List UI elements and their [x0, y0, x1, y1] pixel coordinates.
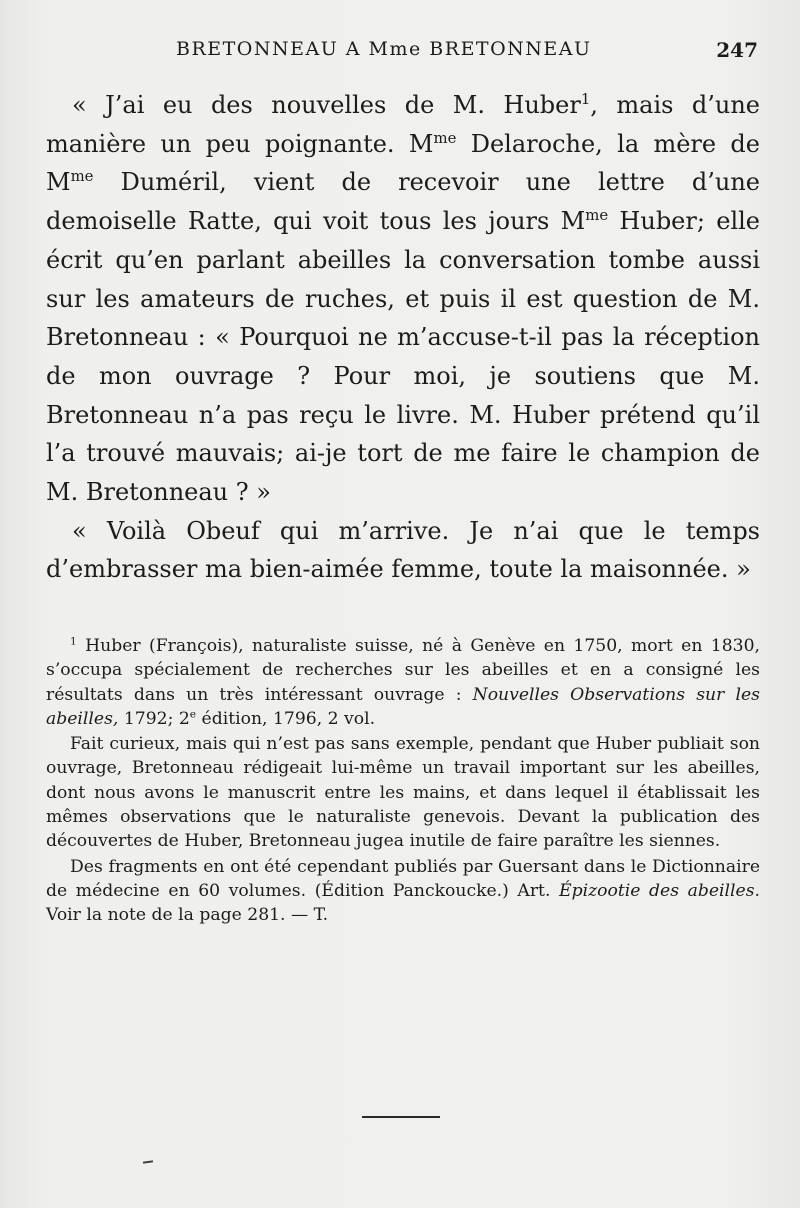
footnote-marker: 1 — [70, 634, 77, 648]
text-segment: Duméril, vient de recevoir une lettre d’une demoiselle Ratte, qui voit tous les jours M — [46, 168, 760, 236]
text-segment: Huber (François), naturaliste suisse, né à Genève en 1750, mort en 1830, s’occupa spécialement de recherches sur les abeilles et en a consigné les résultats dans un très intéressant ouvrage : — [46, 636, 760, 705]
page-number: 247 — [716, 38, 758, 62]
letter-paragraph-1 — [46, 86, 760, 512]
running-head: BRETONNEAU A Mme BRETONNEAU — [176, 38, 592, 60]
text-segment: Voir la note de la page 281. — T. — [46, 905, 329, 926]
text-segment: 1792; 2 — [118, 708, 190, 729]
text-segment: Huber; elle écrit qu’en parlant abeilles la conversation tombe aussi sur les amateurs de ruches, et puis il est question de M. Bretonneau : « Pourquoi ne m’accuse-t-il pas la réception de mon ouvrage ? Pour moi, je soutiens que M. Bretonneau n’a pas reçu le livre. M. Huber prétend qu’il l’a trouvé mauvais; ai-je tort de me faire le champion de M. Bretonneau ? » — [46, 207, 760, 507]
opening-quote: « — [72, 91, 106, 119]
text-segment: Des fragments en ont été cependant publiés par Guersant dans le Dictionnaire de médecine en 60 volumes. (Édition Panckoucke.) Art. — [46, 856, 760, 901]
edition-superscript: e — [189, 707, 197, 721]
letter-paragraph-2: « Voilà Obeuf qui m’arrive. Je n’ai que le temps d’embrasser ma bien-aimée femme, toute la maisonnée. » — [46, 516, 760, 584]
text-segment: , mais d’une manière un peu poignante. M — [46, 91, 760, 158]
superscript-abbreviation: me — [433, 128, 457, 147]
text-segment: édition, 1796, 2 vol. — [196, 708, 376, 729]
article-title: Épizootie des abeilles. — [559, 880, 760, 901]
footnote-paragraph-2: Fait curieux, mais qui n’est pas sans exemple, pendant que Huber publiait son ouvrage, Bretonneau rédigeait lui-même un travail important sur les abeilles, dont nous avons le manuscrit entre les mains, et dans lequel il établissait les mêmes observations que le naturaliste genevois. Devant la publication des découvertes de Huber, Bretonneau jugea inutile de faire paraître les siennes. — [46, 734, 760, 852]
footnote-1 — [46, 634, 760, 731]
main-text — [46, 86, 760, 589]
footnote-paragraph-3 — [46, 855, 760, 928]
page-header — [48, 38, 758, 68]
footnotes — [46, 634, 760, 929]
text-segment: J’ai eu des nouvelles de M. Huber — [105, 91, 581, 119]
book-title: Nouvelles Observations sur les abeilles, — [46, 684, 760, 729]
superscript-abbreviation: me — [585, 206, 609, 225]
superscript-abbreviation: me — [70, 167, 94, 186]
text-segment: Delaroche, la mère de M — [46, 129, 760, 197]
bottom-rule — [362, 1116, 440, 1118]
stray-mark — [143, 1160, 153, 1163]
footnote-reference: 1 — [580, 90, 591, 108]
